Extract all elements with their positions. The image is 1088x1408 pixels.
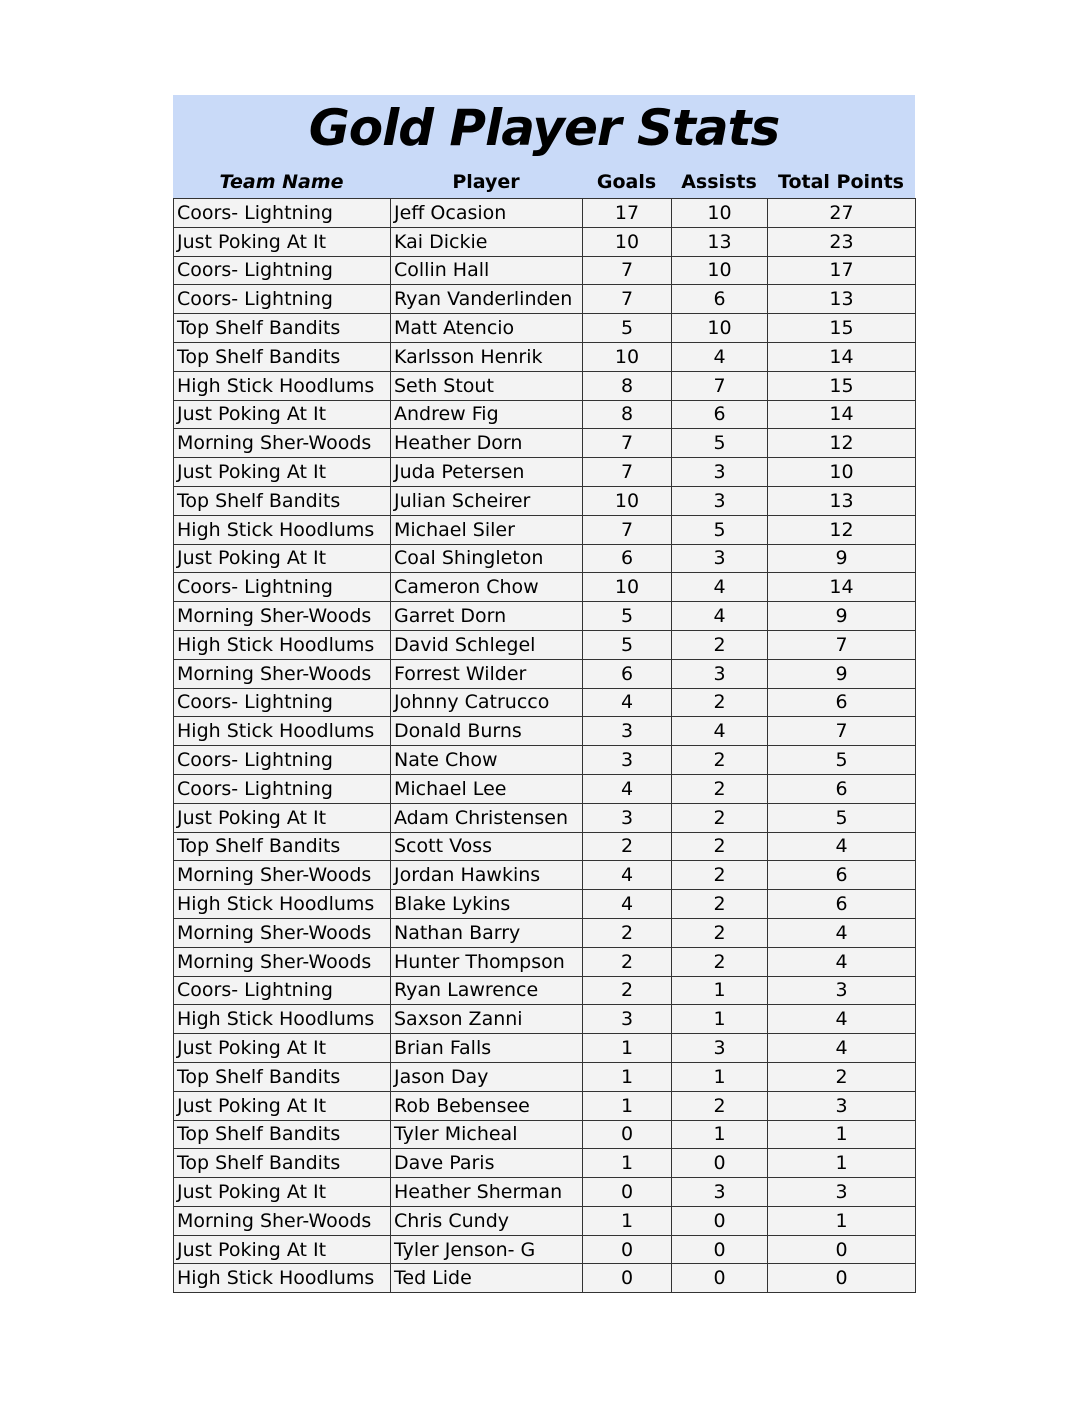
team-cell: High Stick Hoodlums: [174, 1264, 391, 1293]
table-row: [174, 1178, 916, 1207]
table-row: [174, 458, 916, 487]
assists-cell: 1: [672, 1005, 768, 1034]
total-points-cell: 4: [768, 1034, 916, 1063]
player-cell: Michael Lee: [391, 774, 583, 803]
player-cell: Adam Christensen: [391, 803, 583, 832]
total-points-cell: 14: [768, 573, 916, 602]
goals-cell: 3: [583, 717, 672, 746]
total-points-cell: 15: [768, 371, 916, 400]
team-cell: Just Poking At It: [174, 803, 391, 832]
total-points-cell: 15: [768, 314, 916, 343]
team-cell: Morning Sher-Woods: [174, 861, 391, 890]
total-points-cell: 6: [768, 774, 916, 803]
total-points-cell: 7: [768, 717, 916, 746]
player-cell: David Schlegel: [391, 630, 583, 659]
player-cell: Brian Falls: [391, 1034, 583, 1063]
assists-cell: 3: [672, 1034, 768, 1063]
team-cell: Morning Sher-Woods: [174, 429, 391, 458]
goals-cell: 4: [583, 774, 672, 803]
page-title: Gold Player Stats: [308, 99, 780, 157]
team-cell: High Stick Hoodlums: [174, 890, 391, 919]
column-header-player: Player: [452, 171, 520, 193]
table-row: [174, 832, 916, 861]
table-row: [174, 342, 916, 371]
goals-cell: 6: [583, 544, 672, 573]
goals-cell: 3: [583, 803, 672, 832]
total-points-cell: 3: [768, 1178, 916, 1207]
table-row: [174, 861, 916, 890]
total-points-cell: 0: [768, 1235, 916, 1264]
goals-cell: 5: [583, 630, 672, 659]
team-cell: Top Shelf Bandits: [174, 342, 391, 371]
goals-cell: 2: [583, 832, 672, 861]
total-points-cell: 14: [768, 400, 916, 429]
table-row: [174, 1062, 916, 1091]
total-points-cell: 14: [768, 342, 916, 371]
goals-cell: 1: [583, 1062, 672, 1091]
team-cell: High Stick Hoodlums: [174, 1005, 391, 1034]
total-points-cell: 7: [768, 630, 916, 659]
total-points-cell: 9: [768, 544, 916, 573]
player-cell: Scott Voss: [391, 832, 583, 861]
player-cell: Dave Paris: [391, 1149, 583, 1178]
total-points-cell: 17: [768, 256, 916, 285]
goals-cell: 3: [583, 746, 672, 775]
assists-cell: 2: [672, 918, 768, 947]
table-row: [174, 400, 916, 429]
goals-cell: 7: [583, 458, 672, 487]
table-row: [174, 544, 916, 573]
assists-cell: 2: [672, 630, 768, 659]
total-points-cell: 3: [768, 1091, 916, 1120]
assists-cell: 3: [672, 544, 768, 573]
goals-cell: 10: [583, 573, 672, 602]
assists-cell: 2: [672, 832, 768, 861]
table-row: [174, 918, 916, 947]
total-points-cell: 10: [768, 458, 916, 487]
assists-cell: 4: [672, 573, 768, 602]
player-cell: Saxson Zanni: [391, 1005, 583, 1034]
assists-cell: 5: [672, 515, 768, 544]
column-header-team: Team Name: [219, 171, 344, 193]
player-cell: Cameron Chow: [391, 573, 583, 602]
player-cell: Donald Burns: [391, 717, 583, 746]
table-row: [174, 199, 916, 228]
table-row: [174, 1034, 916, 1063]
player-cell: Heather Dorn: [391, 429, 583, 458]
assists-cell: 7: [672, 371, 768, 400]
assists-cell: 3: [672, 1178, 768, 1207]
goals-cell: 4: [583, 861, 672, 890]
total-points-cell: 0: [768, 1264, 916, 1293]
stats-table: [173, 198, 916, 1293]
total-points-cell: 1: [768, 1120, 916, 1149]
assists-cell: 3: [672, 659, 768, 688]
goals-cell: 0: [583, 1264, 672, 1293]
assists-cell: 10: [672, 314, 768, 343]
team-cell: Top Shelf Bandits: [174, 1062, 391, 1091]
table-row: [174, 314, 916, 343]
table-row: [174, 602, 916, 631]
total-points-cell: 9: [768, 602, 916, 631]
assists-cell: 0: [672, 1264, 768, 1293]
total-points-cell: 2: [768, 1062, 916, 1091]
team-cell: Top Shelf Bandits: [174, 1120, 391, 1149]
assists-cell: 3: [672, 458, 768, 487]
goals-cell: 7: [583, 285, 672, 314]
column-header-goals: Goals: [596, 171, 657, 193]
player-cell: Michael Siler: [391, 515, 583, 544]
team-cell: Morning Sher-Woods: [174, 918, 391, 947]
total-points-cell: 6: [768, 861, 916, 890]
team-cell: Coors- Lightning: [174, 774, 391, 803]
player-cell: Hunter Thompson: [391, 947, 583, 976]
table-row: [174, 486, 916, 515]
assists-cell: 6: [672, 400, 768, 429]
team-cell: Morning Sher-Woods: [174, 1206, 391, 1235]
total-points-cell: 13: [768, 486, 916, 515]
goals-cell: 5: [583, 602, 672, 631]
table-row: [174, 573, 916, 602]
assists-cell: 2: [672, 688, 768, 717]
team-cell: Top Shelf Bandits: [174, 314, 391, 343]
total-points-cell: 12: [768, 515, 916, 544]
table-row: [174, 659, 916, 688]
goals-cell: 2: [583, 947, 672, 976]
table-row: [174, 1091, 916, 1120]
assists-cell: 10: [672, 199, 768, 228]
player-cell: Seth Stout: [391, 371, 583, 400]
assists-cell: 2: [672, 947, 768, 976]
total-points-cell: 4: [768, 947, 916, 976]
goals-cell: 10: [583, 227, 672, 256]
goals-cell: 17: [583, 199, 672, 228]
assists-cell: 13: [672, 227, 768, 256]
assists-cell: 2: [672, 890, 768, 919]
player-cell: Rob Bebensee: [391, 1091, 583, 1120]
team-cell: Coors- Lightning: [174, 746, 391, 775]
team-cell: Coors- Lightning: [174, 976, 391, 1005]
goals-cell: 6: [583, 659, 672, 688]
team-cell: Top Shelf Bandits: [174, 832, 391, 861]
table-row: [174, 630, 916, 659]
table-row: [174, 803, 916, 832]
goals-cell: 10: [583, 486, 672, 515]
assists-cell: 6: [672, 285, 768, 314]
assists-cell: 0: [672, 1235, 768, 1264]
goals-cell: 10: [583, 342, 672, 371]
team-cell: Just Poking At It: [174, 544, 391, 573]
stats-sheet: [173, 95, 915, 1293]
player-cell: Heather Sherman: [391, 1178, 583, 1207]
assists-cell: 10: [672, 256, 768, 285]
assists-cell: 0: [672, 1149, 768, 1178]
goals-cell: 0: [583, 1178, 672, 1207]
player-cell: Matt Atencio: [391, 314, 583, 343]
total-points-cell: 9: [768, 659, 916, 688]
assists-cell: 2: [672, 774, 768, 803]
total-points-cell: 1: [768, 1149, 916, 1178]
total-points-cell: 4: [768, 1005, 916, 1034]
table-row: [174, 717, 916, 746]
total-points-cell: 3: [768, 976, 916, 1005]
team-cell: Morning Sher-Woods: [174, 602, 391, 631]
goals-cell: 5: [583, 314, 672, 343]
table-row: [174, 688, 916, 717]
total-points-cell: 5: [768, 803, 916, 832]
total-points-cell: 4: [768, 918, 916, 947]
table-row: [174, 976, 916, 1005]
table-row: [174, 1235, 916, 1264]
team-cell: High Stick Hoodlums: [174, 630, 391, 659]
goals-cell: 3: [583, 1005, 672, 1034]
player-cell: Andrew Fig: [391, 400, 583, 429]
player-cell: Nathan Barry: [391, 918, 583, 947]
assists-cell: 4: [672, 602, 768, 631]
goals-cell: 0: [583, 1235, 672, 1264]
assists-cell: 1: [672, 976, 768, 1005]
total-points-cell: 13: [768, 285, 916, 314]
player-cell: Jeff Ocasion: [391, 199, 583, 228]
team-cell: Just Poking At It: [174, 458, 391, 487]
team-cell: Morning Sher-Woods: [174, 659, 391, 688]
total-points-cell: 4: [768, 832, 916, 861]
column-header-total-points: Total Points: [778, 171, 904, 193]
team-cell: Just Poking At It: [174, 400, 391, 429]
player-cell: Forrest Wilder: [391, 659, 583, 688]
team-cell: Just Poking At It: [174, 1235, 391, 1264]
goals-cell: 8: [583, 400, 672, 429]
assists-cell: 4: [672, 342, 768, 371]
team-cell: Coors- Lightning: [174, 573, 391, 602]
total-points-cell: 1: [768, 1206, 916, 1235]
goals-cell: 7: [583, 515, 672, 544]
table-row: [174, 256, 916, 285]
table-row: [174, 947, 916, 976]
assists-cell: 2: [672, 803, 768, 832]
player-cell: Julian Scheirer: [391, 486, 583, 515]
team-cell: Morning Sher-Woods: [174, 947, 391, 976]
assists-cell: 4: [672, 717, 768, 746]
total-points-cell: 12: [768, 429, 916, 458]
table-row: [174, 746, 916, 775]
player-cell: Johnny Catrucco: [391, 688, 583, 717]
team-cell: Just Poking At It: [174, 1091, 391, 1120]
player-cell: Tyler Jenson- G: [391, 1235, 583, 1264]
player-cell: Nate Chow: [391, 746, 583, 775]
player-cell: Jason Day: [391, 1062, 583, 1091]
player-cell: Ted Lide: [391, 1264, 583, 1293]
goals-cell: 2: [583, 918, 672, 947]
team-cell: Coors- Lightning: [174, 285, 391, 314]
goals-cell: 1: [583, 1091, 672, 1120]
team-cell: Coors- Lightning: [174, 688, 391, 717]
team-cell: Top Shelf Bandits: [174, 486, 391, 515]
team-cell: High Stick Hoodlums: [174, 515, 391, 544]
table-row: [174, 1149, 916, 1178]
player-cell: Blake Lykins: [391, 890, 583, 919]
total-points-cell: 5: [768, 746, 916, 775]
table-row: [174, 1264, 916, 1293]
goals-cell: 4: [583, 890, 672, 919]
table-row: [174, 890, 916, 919]
team-cell: Coors- Lightning: [174, 256, 391, 285]
player-cell: Kai Dickie: [391, 227, 583, 256]
assists-cell: 2: [672, 861, 768, 890]
player-cell: Chris Cundy: [391, 1206, 583, 1235]
player-cell: Coal Shingleton: [391, 544, 583, 573]
team-cell: Coors- Lightning: [174, 199, 391, 228]
table-row: [174, 515, 916, 544]
assists-cell: 2: [672, 1091, 768, 1120]
assists-cell: 5: [672, 429, 768, 458]
team-cell: High Stick Hoodlums: [174, 371, 391, 400]
player-cell: Garret Dorn: [391, 602, 583, 631]
player-cell: Juda Petersen: [391, 458, 583, 487]
goals-cell: 7: [583, 429, 672, 458]
sheet-header: [173, 95, 915, 198]
table-row: [174, 285, 916, 314]
player-cell: Jordan Hawkins: [391, 861, 583, 890]
team-cell: Top Shelf Bandits: [174, 1149, 391, 1178]
assists-cell: 0: [672, 1206, 768, 1235]
table-row: [174, 371, 916, 400]
table-row: [174, 1206, 916, 1235]
goals-cell: 1: [583, 1206, 672, 1235]
goals-cell: 0: [583, 1120, 672, 1149]
team-cell: High Stick Hoodlums: [174, 717, 391, 746]
total-points-cell: 27: [768, 199, 916, 228]
goals-cell: 1: [583, 1034, 672, 1063]
player-cell: Ryan Lawrence: [391, 976, 583, 1005]
total-points-cell: 6: [768, 688, 916, 717]
assists-cell: 3: [672, 486, 768, 515]
team-cell: Just Poking At It: [174, 1034, 391, 1063]
total-points-cell: 23: [768, 227, 916, 256]
team-cell: Just Poking At It: [174, 227, 391, 256]
goals-cell: 7: [583, 256, 672, 285]
assists-cell: 1: [672, 1062, 768, 1091]
team-cell: Just Poking At It: [174, 1178, 391, 1207]
player-cell: Karlsson Henrik: [391, 342, 583, 371]
table-row: [174, 1005, 916, 1034]
table-row: [174, 429, 916, 458]
table-row: [174, 227, 916, 256]
player-cell: Collin Hall: [391, 256, 583, 285]
column-header-assists: Assists: [681, 171, 757, 193]
goals-cell: 2: [583, 976, 672, 1005]
goals-cell: 4: [583, 688, 672, 717]
table-row: [174, 1120, 916, 1149]
assists-cell: 2: [672, 746, 768, 775]
player-cell: Tyler Micheal: [391, 1120, 583, 1149]
goals-cell: 8: [583, 371, 672, 400]
assists-cell: 1: [672, 1120, 768, 1149]
total-points-cell: 6: [768, 890, 916, 919]
goals-cell: 1: [583, 1149, 672, 1178]
table-row: [174, 774, 916, 803]
player-cell: Ryan Vanderlinden: [391, 285, 583, 314]
